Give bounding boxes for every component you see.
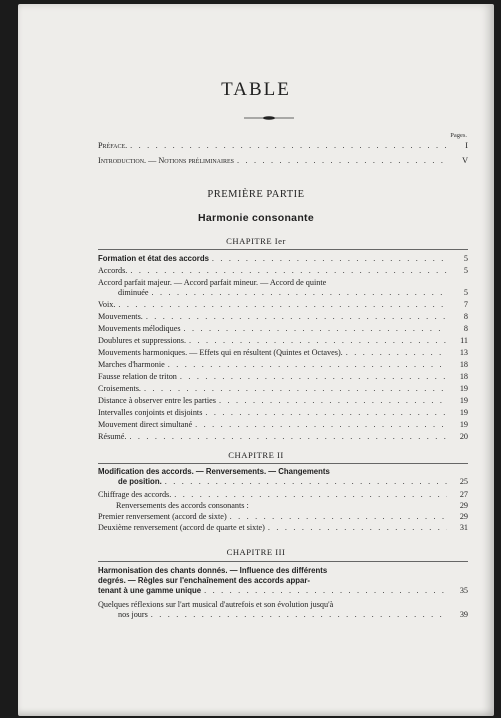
pages-column-label: Pages.	[450, 132, 467, 139]
chapter-1-title: CHAPITRE Ier	[226, 236, 286, 246]
toc-entry-preface	[98, 141, 468, 151]
toc-entry: Deuxième renversement (accord de quarte et sixte) . . . 31	[98, 523, 468, 533]
toc-entry-text: Introduction. — Notions préliminaires	[98, 156, 235, 165]
book-page	[18, 4, 494, 716]
part-title: PREMIÈRE PARTIE	[207, 189, 305, 200]
toc-entry: Chiffrage des accords. . . . 27	[98, 490, 468, 500]
toc-entry-introduction	[98, 156, 468, 166]
chapter-3-title: CHAPITRE III	[226, 547, 286, 557]
toc-entry: Intervalles conjoints et disjoints . . . 19	[98, 408, 468, 418]
ornament-divider	[244, 115, 294, 121]
toc-entry: Modification des accords. — Renversements. — Changements de position. . . . 25	[98, 467, 468, 487]
toc-entry: Doublures et suppressions. . . . 11	[98, 336, 468, 346]
toc-entry: Formation et état des accords . . . 5	[98, 254, 468, 264]
toc-entry: Fausse relation de triton . . . 18	[98, 372, 468, 382]
toc-entry: Mouvements harmoniques. — Effets qui en résultent (Quintes et Octaves). . . . 13	[98, 348, 468, 358]
toc-entry: Marches d'harmonie . . . 18	[98, 360, 468, 370]
part-subtitle: Harmonie consonante	[198, 212, 314, 224]
toc-entry: Harmonisation des chants donnés. — Influence des différents degrés. — Règles sur l'enchaînement des accords appar- tenant à une gamme unique . . . 35	[98, 566, 468, 596]
toc-entry: Résumé. . . . 20	[98, 432, 468, 442]
toc-entry-page: I	[465, 141, 468, 150]
toc-entry-text: Préface.	[98, 141, 128, 150]
toc-entry: Accords. . . . 5	[98, 266, 468, 276]
chapter-rule	[98, 463, 468, 464]
toc-entry: Premier renversement (accord de sixte) . . . 29	[98, 512, 468, 522]
toc-entry: Mouvements. . . . 8	[98, 312, 468, 322]
toc-entry: Mouvement direct simultané . . . 19	[98, 420, 468, 430]
chapter-rule	[98, 249, 468, 250]
page-title: TABLE	[221, 79, 291, 100]
toc-entry: Distance à observer entre les parties . . . 19	[98, 396, 468, 406]
toc-entry-page: V	[462, 156, 468, 165]
toc-entry: Voix. . . . 7	[98, 300, 468, 310]
toc-entry: Renversements des accords consonants : 29	[116, 501, 468, 510]
toc-entry: Mouvements mélodiques . . . 8	[98, 324, 468, 334]
toc-entry: Accord parfait majeur. — Accord parfait mineur. — Accord de quinte diminuée . . . 5	[98, 278, 468, 298]
toc-entry: Croisements. . . . 19	[98, 384, 468, 394]
chapter-2-title: CHAPITRE II	[228, 450, 284, 460]
toc-entry: Quelques réflexions sur l'art musical d'autrefois et son évolution jusqu'à nos jours . . . 39	[98, 600, 468, 620]
chapter-rule	[98, 561, 468, 562]
